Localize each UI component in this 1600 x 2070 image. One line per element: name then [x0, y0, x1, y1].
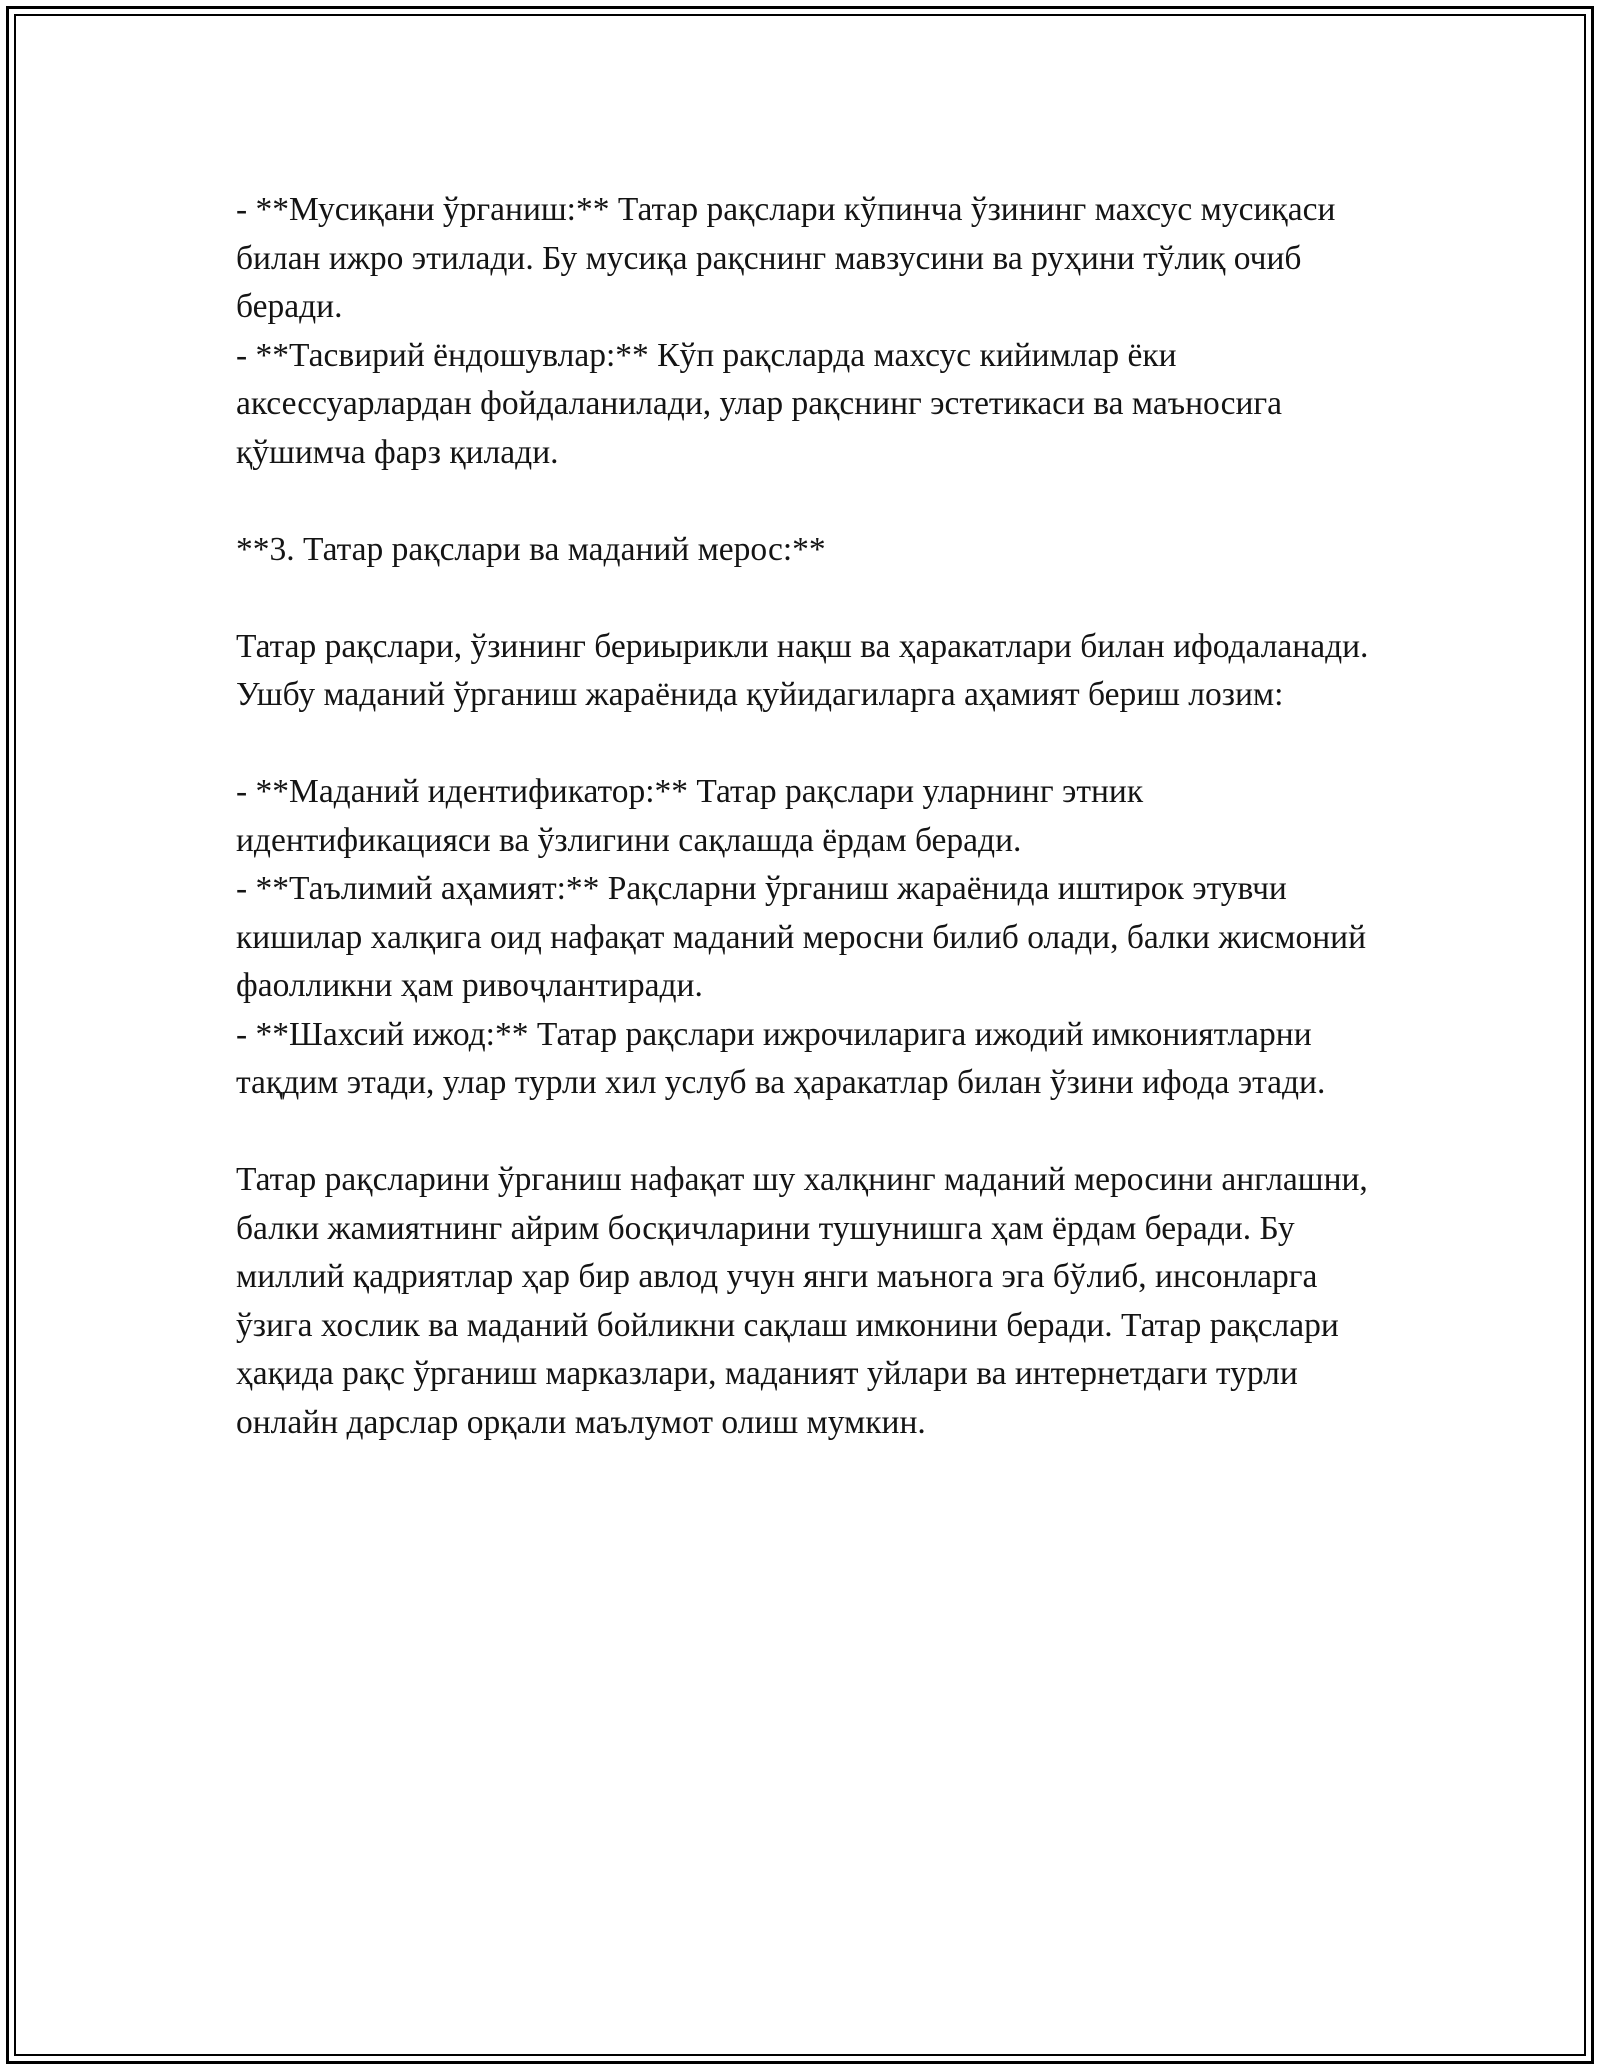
list-item: - **Маданий идентификатор:** Татар рақслари уларнинг этник идентификацияси ва ўзлигини сақлашда ёрдам беради. — [236, 773, 1144, 859]
list-item: - **Мусиқани ўрганиш:** Татар рақслари кўпинча ўзининг махсус мусиқаси билан ижро этилади. Бу мусиқа рақснинг мавзусини ва руҳини тўлиқ очиб беради. — [236, 191, 1336, 325]
intro-paragraph: Татар рақслари, ўзининг бериырикли нақш ва ҳаракатлари билан ифодаланади. Ушбу маданий ўрганиш жараёнида қуйидагиларга аҳамият бериш лозим: — [236, 627, 1369, 713]
paragraph-gap — [236, 477, 1396, 526]
paragraph-gap — [236, 574, 1396, 623]
paragraph-gap — [236, 1108, 1396, 1157]
section-heading: **3. Татар рақслари ва маданий мерос:** — [236, 530, 826, 568]
list-item: - **Шахсий ижод:** Татар рақслари ижрочиларига ижодий имкониятларни тақдим этади, улар турли хил услуб ва ҳаракатлар билан ўзини ифода этади. — [236, 1015, 1326, 1101]
document-body — [236, 186, 1396, 1447]
list-item: - **Таълимий аҳамият:** Рақсларни ўрганиш жараёнида иштирок этувчи кишилар халқига оид нафақат маданий меросни билиб олади, балки жисмоний фаолликни ҳам ривоҷлантиради. — [236, 870, 1367, 1004]
paragraph-gap — [236, 720, 1396, 769]
list-item: - **Тасвирий ёндошувлар:** Кўп рақсларда махсус кийимлар ёки аксессуарлардан фойдаланилади, улар рақснинг эстетикаси ва маъносига қўшимча фарз қилади. — [236, 336, 1283, 471]
conclusion-paragraph: Татар рақсларини ўрганиш нафақат шу халқнинг маданий меросини англашни, балки жамиятнинг айрим босқичларини тушунишга ҳам ёрдам беради. Бу миллий қадриятлар ҳар бир авлод учун янги маънога эга бўлиб, инсонларга ўзига хослик ва маданий бойликни сақлаш имконини беради. Татар рақслари ҳақида рақс ўрганиш марказлари, маданият уйлари ва интернетдаги турли онлайн дарслар орқали маълумот олиш мумкин. — [236, 1161, 1368, 1441]
